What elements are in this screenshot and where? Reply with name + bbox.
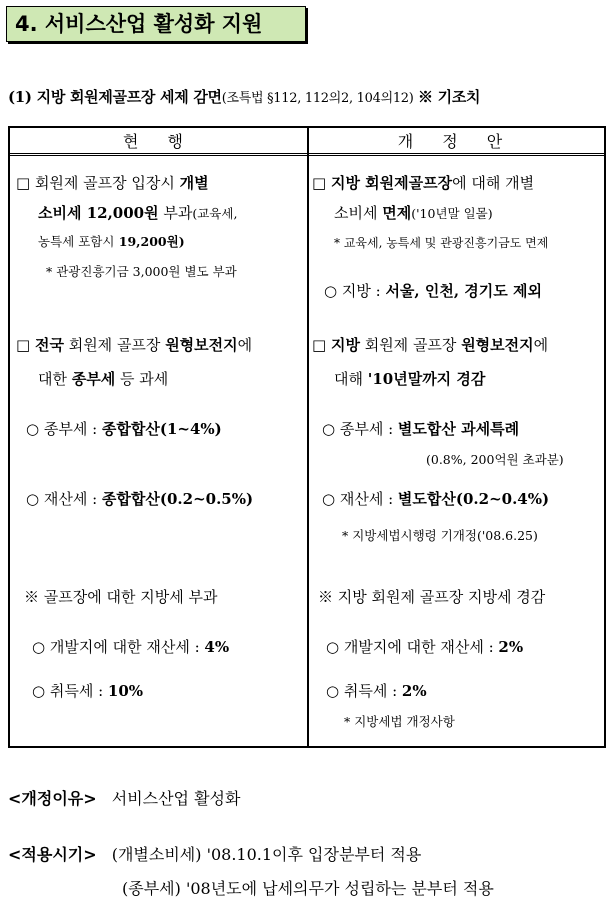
text: (교육세,	[192, 206, 238, 221]
revised-s1-line4	[324, 280, 542, 301]
header-revised: 개 정 안	[308, 128, 604, 156]
text: 원형보전지	[461, 336, 534, 354]
text: 별도합산 과세특례	[397, 420, 520, 438]
text: 에	[533, 336, 549, 354]
text: 에 대해 개별	[452, 174, 535, 192]
text: 회원제 골프장	[63, 336, 166, 354]
text: ○ 재산세 :	[322, 490, 398, 508]
text: ○ 종부세 :	[322, 420, 398, 438]
reason-text: 서비스산업 활성화	[111, 789, 241, 808]
text: ○ 지방 :	[324, 282, 386, 300]
revised-s2-line2	[334, 368, 485, 389]
revised-column	[308, 128, 604, 746]
text: 지방 회원제골프장	[330, 174, 453, 192]
text: 개별	[179, 174, 209, 192]
text: ○ 취득세 :	[32, 682, 108, 700]
text: 대해	[334, 370, 368, 388]
subsection-main: (1) 지방 회원제골프장 세제 감면	[8, 88, 222, 106]
revised-s1-line1	[312, 172, 534, 193]
comparison-table	[8, 126, 606, 748]
current-s2-line1	[16, 334, 252, 355]
text: ○ 개발지에 대한 재산세 :	[32, 638, 205, 656]
current-s4	[26, 488, 253, 509]
current-column	[10, 128, 306, 746]
text: 부과	[158, 204, 193, 222]
current-s1-line3	[38, 232, 185, 250]
text: 에	[237, 336, 253, 354]
text: 회원제 골프장	[359, 336, 462, 354]
text: 19,200원)	[114, 234, 185, 249]
apply-line1: (개별소비세) '08.10.1이후 입장분부터 적용	[111, 845, 422, 864]
revised-s1-note: * 교육세, 농특세 및 관광진흥기금도 면제	[334, 236, 549, 250]
text: ○ 재산세 :	[26, 490, 102, 508]
apply-line2: (종부세) '08년도에 납세의무가 성립하는 분부터 적용	[122, 879, 494, 898]
section-heading: 4. 서비스산업 활성화 지원	[6, 6, 306, 42]
text: 전국	[34, 336, 64, 354]
revised-s4-note: * 지방세법시행령 기개정('08.6.25)	[342, 528, 538, 543]
text: 소비세	[334, 204, 383, 222]
text: 종합합산(0.2~0.5%)	[101, 490, 254, 508]
revised-s4	[322, 488, 549, 509]
text: 종합합산(1~4%)	[101, 420, 222, 438]
revised-s7-note: * 지방세법 개정사항	[344, 714, 455, 729]
current-s1-line2	[38, 202, 237, 223]
text: 2%	[401, 682, 427, 700]
text: 10%	[107, 682, 144, 700]
text: 종부세	[71, 370, 116, 388]
text: 별도합산(0.2~0.4%)	[397, 490, 550, 508]
text: ○ 취득세 :	[326, 682, 402, 700]
law-reference: (조특법 §112, 112의2, 104의12)	[221, 91, 414, 106]
current-s1-note: * 관광진흥기금 3,000원 별도 부과	[46, 264, 237, 279]
text: 농특세 포함시	[38, 234, 115, 249]
apply-label: <적용시기>	[8, 845, 97, 864]
current-s7	[32, 680, 143, 701]
text: 서울, 인천, 경기도 제외	[385, 282, 542, 300]
text: □	[312, 174, 331, 192]
text: 대한	[38, 370, 72, 388]
revised-s6	[326, 636, 523, 657]
text: 소비세 12,000원	[38, 204, 159, 222]
status-mark: ※ 기조치	[418, 88, 481, 106]
revised-s2-line1	[312, 334, 548, 355]
text: 등 과세	[115, 370, 169, 388]
application-period	[8, 842, 421, 865]
text: 면제	[382, 204, 412, 222]
reason-label: <개정이유>	[8, 789, 97, 808]
text: '10년말까지 경감	[367, 370, 486, 388]
revised-s7	[326, 680, 427, 701]
header-current: 현 행	[10, 128, 308, 156]
revised-s1-line2	[334, 202, 493, 223]
text: ('10년말 일몰)	[411, 206, 493, 221]
text: □	[312, 336, 331, 354]
text: □ 회원제 골프장 입장시	[16, 174, 175, 192]
revised-s3	[322, 418, 519, 439]
current-s3	[26, 418, 222, 439]
text: ○ 개발지에 대한 재산세 :	[326, 638, 499, 656]
current-s1-line1	[16, 172, 209, 193]
current-s6	[32, 636, 229, 657]
text: 4%	[204, 638, 230, 656]
revision-reason	[8, 786, 240, 809]
current-s2-line2	[38, 368, 168, 389]
current-s5: ※ 골프장에 대한 지방세 부과	[24, 588, 218, 606]
revised-s3-note: (0.8%, 200억원 초과분)	[426, 452, 564, 467]
subsection-title	[8, 86, 608, 107]
text: ○ 종부세 :	[26, 420, 102, 438]
text: □	[16, 336, 35, 354]
text: 원형보전지	[165, 336, 238, 354]
text: 지방	[330, 336, 360, 354]
revised-s5: ※ 지방 회원제 골프장 지방세 경감	[318, 588, 546, 606]
text: 2%	[498, 638, 524, 656]
